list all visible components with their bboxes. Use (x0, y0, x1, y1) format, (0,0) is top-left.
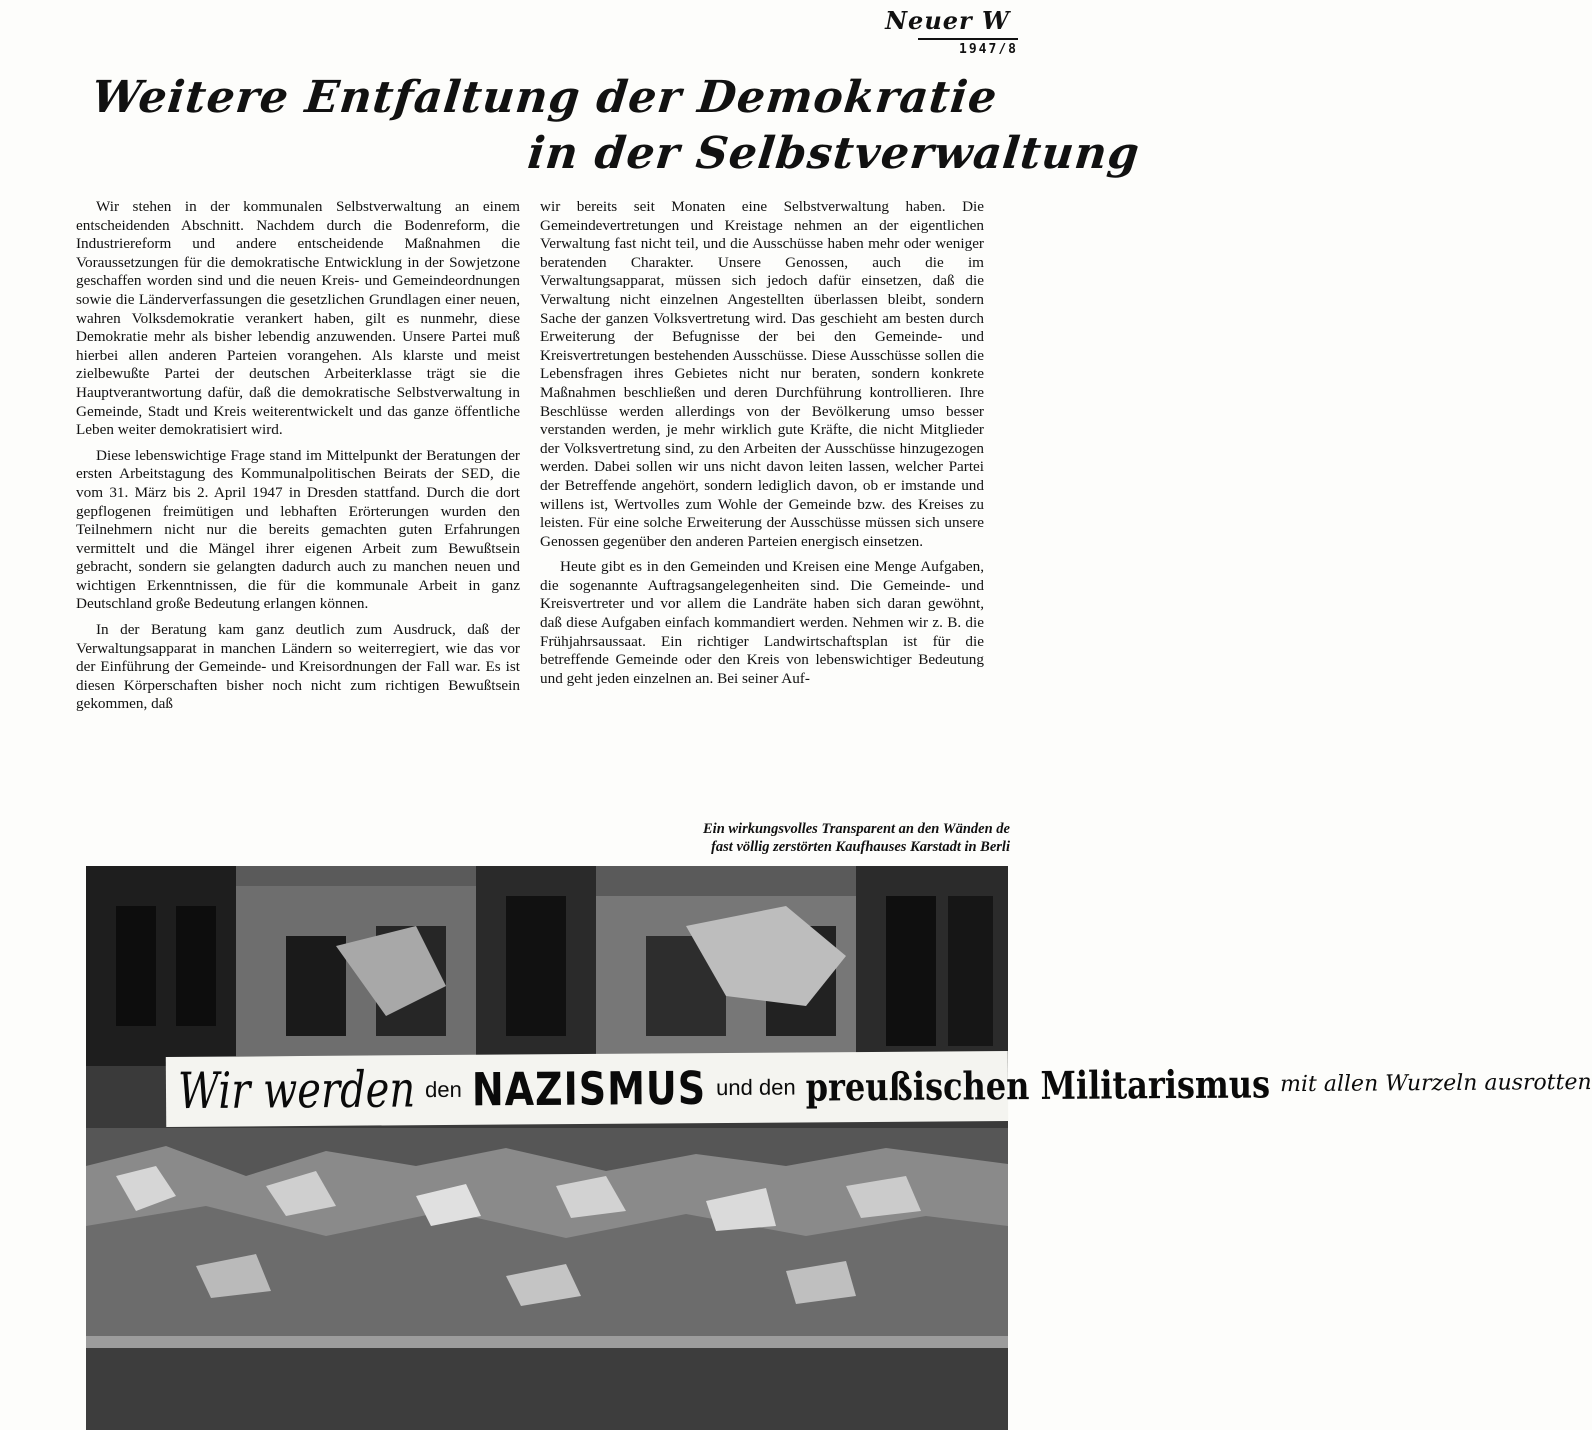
banner-text-part3: NAZISMUS (471, 1061, 707, 1117)
ruins-photo (86, 866, 1592, 1430)
article-column-right (540, 198, 984, 695)
article-paragraph: Wir stehen in der kommunalen Selbstverwaltung an einem entscheidenden Abschnitt. Nachdem durch die Bodenreform, die Industriereform und andere entscheidende Maßnahmen die Voraussetzungen für die demokratische Entwicklung in der Sowjetzone geschaffen worden sind und die neuen Kreis- und Gemeindeordnungen sowie die Länderverfassungen die gesetzlichen Grundlagen einer neuen, wahren Volksdemokratie verankert haben, gilt es nunmehr, diese Demokratie mehr als bisher lebendig anzuwenden. Unsere Partei muß hierbei allen anderen Parteien vorangehen. Als klarste und meist zielbewußte Partei der deutschen Arbeiterklasse trägt sie die Hauptverantwortung dafür, daß die demokratische Selbstverwaltung in Gemeinde, Stadt und Kreis weiterentwickelt und das ganze öffentliche Leben weiter demokratisiert wird. (76, 198, 520, 439)
article-paragraph: In der Beratung kam ganz deutlich zum Ausdruck, daß der Verwaltungsapparat in manchen Ländern so weiterregiert, wie das vor der Einführung der Gemeinde- und Kreisordnungen der Fall war. Es ist diesen Körperschaften bisher noch nicht zum richtigen Bewußtsein gekommen, daß (76, 621, 520, 713)
issue-number: 1947/8 (959, 42, 1018, 57)
headline-line-1: Weitere Entfaltung der Demokratie (89, 72, 1000, 123)
photo-caption (590, 820, 1010, 856)
headline-line-2: in der Selbstverwaltung (525, 128, 1143, 179)
article-paragraph: wir bereits seit Monaten eine Selbstverwaltung haben. Die Gemeindevertretungen und Kreistage nehmen an der eigentlichen Verwaltung fast nicht teil, und die Ausschüsse haben mehr oder weniger beratenden Charakter. Unsere Genossen, auch die im Verwaltungsapparat, müssen sich jedoch dafür einsetzen, daß die Verwaltung nicht einzelnen Angestellten überlassen bleibt, sondern Sache der ganzen Volksvertretung wird. Das geschieht am besten durch Erweiterung der Befugnisse der bei den Gemeinde- und Kreisvertretungen bestehenden Ausschüsse. Diese Ausschüsse sollen die Lebensfragen ihres Gebietes nicht nur beraten, sondern konkrete Maßnahmen beschließen und deren Durchführung kontrollieren. Ihre Beschlüsse werden allerdings von der Bevölkerung umso besser verstanden werden, je mehr wirklich gute Kräfte, die nicht Mitglieder der Volksvertretung sind, zu den Arbeiten der Ausschüsse hinzugezogen werden. Dabei sollen wir uns nicht davon leiten lassen, welcher Partei der Betreffende angehört, sondern lediglich davon, ob er imstande und willens ist, Wertvolles zum Wohle der Gemeinde bzw. des Kreises zu leisten. Für eine solche Erweiterung der Ausschüsse müssen sich unsere Genossen gegenüber den anderen Parteien energisch einsetzen. (540, 198, 984, 550)
banner-text-part5: preußischen Militarismus (805, 1061, 1271, 1111)
protest-banner (166, 1051, 1592, 1127)
banner-text-part4: und den (716, 1074, 796, 1101)
banner-text-part6: mit allen Wurzeln ausrotten (1280, 1069, 1592, 1097)
publication-title: Neuer W (885, 6, 1010, 35)
masthead-rule (918, 38, 1018, 40)
article-column-left (76, 198, 520, 721)
masthead (885, 6, 1018, 57)
photo-caption-line-2: fast völlig zerstörten Kaufhauses Karstadt in Berli (711, 839, 1010, 855)
article-paragraph: Heute gibt es in den Gemeinden und Kreisen eine Menge Aufgaben, die sogenannte Auftragsangelegenheiten sind. Die Gemeinde- und Kreisvertreter und vor allem die Landräte haben sich daran gewöhnt, daß diese Aufgaben einfach kommandiert werden. Nehmen wir z. B. die Frühjahrsaussaat. Ein richtiger Landwirtschaftsplan ist für die betreffende Gemeinde oder den Kreis von lebenswichtiger Bedeutung und geht jeden einzelnen an. Bei seiner Auf- (540, 558, 984, 687)
banner-text-part2: den (425, 1076, 462, 1103)
article-paragraph: Diese lebenswichtige Frage stand im Mittelpunkt der Beratungen der ersten Arbeitstagung des Kommunalpolitischen Beirats der SED, die vom 31. März bis 2. April 1947 in Dresden stattfand. Durch die dort gepflogenen freimütigen und lebhaften Erörterungen wurden den Teilnehmern nicht nur die bereits gemachten guten Erfahrungen vermittelt und die Mängel ihrer eigenen Arbeit zum Bewußtsein gebracht, sondern sie gelangten dadurch auch zu manchen neuen und wichtigen Erkenntnissen, die für die kommunale Arbeit in ganz Deutschland große Bedeutung erlangen können. (76, 446, 520, 613)
ruins-photo-illustration (86, 866, 1008, 1430)
banner-text-part1: Wir werden (177, 1061, 416, 1121)
photo-caption-line-1: Ein wirkungsvolles Transparent an den Wänden de (703, 821, 1010, 837)
